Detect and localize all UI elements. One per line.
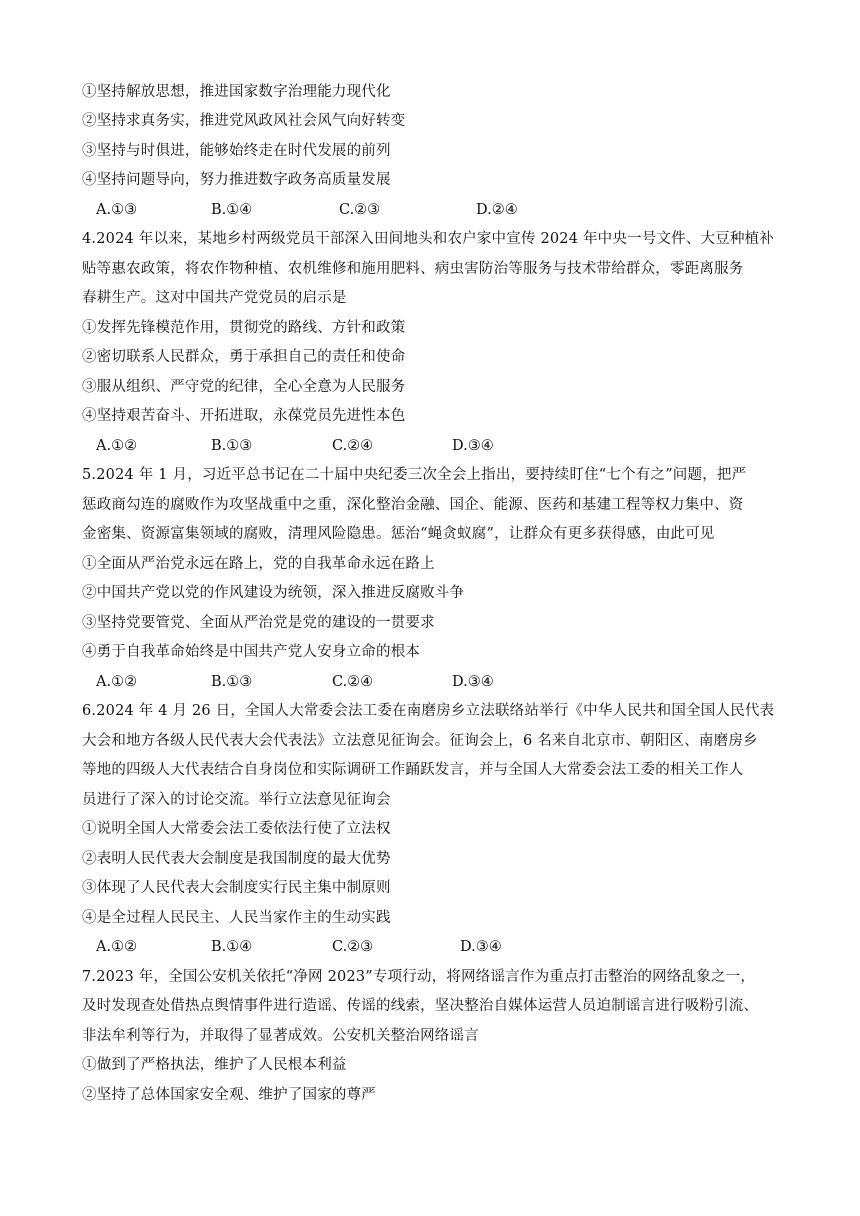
- q3-choice-d[interactable]: D.②④: [476, 202, 518, 218]
- q6-choices: [96, 937, 556, 957]
- q5-choices: [96, 672, 556, 692]
- q6-option-3: ③体现了人民代表大会制度实行民主集中制原则: [82, 880, 391, 896]
- q5-choice-a[interactable]: A.①②: [96, 674, 138, 690]
- q5-stem-line-1: 5.2024 年 1 月，习近平总书记在二十届中央纪委三次全会上指出，要持续盯住“七个有之”问题，把严: [82, 467, 747, 483]
- q6-option-2: ②表明人民代表大会制度是我国制度的最大优势: [82, 851, 391, 867]
- q7-stem-line-2: 及时发现查处借热点舆情事件进行造谣、传谣的线索，坚决整治自媒体运营人员迫制谣言进行吸粉引流、: [82, 998, 759, 1014]
- q3-choice-c[interactable]: C.②③: [339, 202, 381, 218]
- q4-choice-b[interactable]: B.①③: [211, 438, 253, 454]
- q7-option-2: ②坚持了总体国家安全观、维护了国家的尊严: [82, 1087, 376, 1103]
- q5-choice-c[interactable]: C.②④: [332, 674, 374, 690]
- q7-stem-line-3: 非法牟利等行为，并取得了显著成效。公安机关整治网络谣言: [82, 1028, 479, 1044]
- q4-option-3: ③服从组织、严守党的纪律，全心全意为人民服务: [82, 379, 406, 395]
- q4-choice-c[interactable]: C.②④: [332, 438, 374, 454]
- q3-option-1: ①坚持解放思想，推进国家数字治理能力现代化: [82, 84, 391, 100]
- q5-option-1: ①全面从严治党永远在路上，党的自我革命永远在路上: [82, 556, 435, 572]
- q3-option-4: ④坚持问题导向，努力推进数字政务高质量发展: [82, 172, 391, 188]
- q4-option-4: ④坚持艰苦奋斗、开拓进取，永葆党员先进性本色: [82, 408, 406, 424]
- q6-stem-line-3: 等地的四级人大代表结合自身岗位和实际调研工作踊跃发言，并与全国人大常委会法工委的相关工作人: [82, 762, 744, 778]
- q6-option-1: ①说明全国人大常委会法工委依法行使了立法权: [82, 821, 391, 837]
- q6-choice-d[interactable]: D.③④: [460, 939, 502, 955]
- q4-stem-line-1: 4.2024 年以来，某地乡村两级党员干部深入田间地头和农户家中宣传 2024 年中央一号文件、大豆种植补: [82, 231, 775, 247]
- q6-choice-b[interactable]: B.①④: [211, 939, 253, 955]
- q4-option-1: ①发挥先锋模范作用，贯彻党的路线、方针和政策: [82, 320, 406, 336]
- q4-stem-line-3: 春耕生产。这对中国共产党党员的启示是: [82, 290, 347, 306]
- q4-choice-d[interactable]: D.③④: [452, 438, 494, 454]
- q7-stem-line-1: 7.2023 年，全国公安机关依托“净网 2023”专项行动，将网络谣言作为重点打击整治的网络乱象之一，: [82, 969, 756, 985]
- q6-stem-line-4: 员进行了深入的讨论交流。举行立法意见征询会: [82, 792, 391, 808]
- q6-stem-line-1: 6.2024 年 4 月 26 日，全国人大常委会法工委在南磨房乡立法联络站举行《中华人民共和国全国人民代表: [82, 703, 775, 719]
- q5-option-3: ③坚持党要管党、全面从严治党是党的建设的一贯要求: [82, 615, 435, 631]
- q3-option-3: ③坚持与时俱进，能够始终走在时代发展的前列: [82, 143, 391, 159]
- q5-choice-d[interactable]: D.③④: [452, 674, 494, 690]
- q5-choice-b[interactable]: B.①③: [211, 674, 253, 690]
- q7-option-1: ①做到了严格执法，维护了人民根本利益: [82, 1057, 347, 1073]
- q3-choices: [96, 200, 556, 220]
- q4-option-2: ②密切联系人民群众，勇于承担自己的责任和使命: [82, 349, 406, 365]
- q6-stem-line-2: 大会和地方各级人民代表大会代表法》立法意见征询会。征询会上，6 名来自北京市、朝阳区、南磨房乡: [82, 733, 758, 749]
- q4-choices: [96, 436, 556, 456]
- q5-stem-line-2: 惩政商勾连的腐败作为攻坚战重中之重，深化整治金融、国企、能源、医药和基建工程等权力集中、资: [82, 497, 744, 513]
- q6-choice-c[interactable]: C.②③: [332, 939, 374, 955]
- q5-stem-line-3: 金密集、资源富集领域的腐败，清理风险隐患。惩治“蝇贪蚁腐”，让群众有更多获得感，由此可见: [82, 526, 715, 542]
- q5-option-4: ④勇于自我革命始终是中国共产党人安身立命的根本: [82, 644, 421, 660]
- q3-option-2: ②坚持求真务实，推进党风政风社会风气向好转变: [82, 113, 406, 129]
- q5-option-2: ②中国共产党以党的作风建设为统领，深入推进反腐败斗争: [82, 585, 465, 601]
- q4-stem-line-2: 贴等惠农政策，将农作物种植、农机维修和施用肥料、病虫害防治等服务与技术带给群众，零距离服务: [82, 261, 744, 277]
- q6-option-4: ④是全过程人民民主、人民当家作主的生动实践: [82, 910, 391, 926]
- q3-choice-a[interactable]: A.①③: [96, 202, 138, 218]
- q6-choice-a[interactable]: A.①②: [96, 939, 138, 955]
- q3-choice-b[interactable]: B.①④: [211, 202, 253, 218]
- q4-choice-a[interactable]: A.①②: [96, 438, 138, 454]
